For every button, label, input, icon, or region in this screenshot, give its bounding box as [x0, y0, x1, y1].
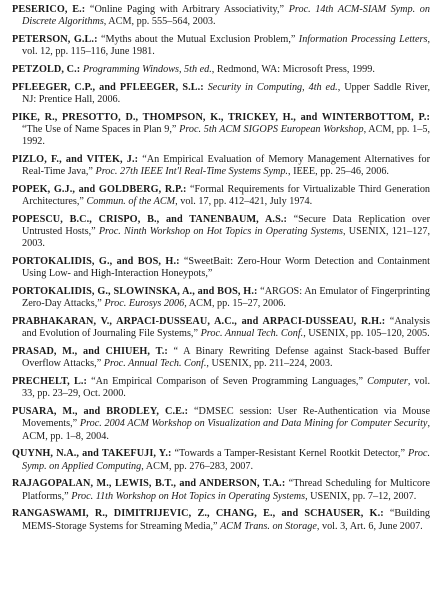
reference-authors: POPESCU, B.C., CRISPO, B., and TANENBAUM, A.S.:: [12, 213, 287, 225]
reference-title: “ A Binary Rewriting Defense against Stack-based Buffer Overflow Attacks,”: [22, 346, 430, 370]
reference-title: “DMSEC session: User Re-Authentication via Mouse Movements,”: [22, 406, 430, 430]
reference-venue: Proc. 27th IEEE Int'l Real-Time Systems Symp.: [95, 166, 288, 178]
reference-authors: PIKE, R., PRESOTTO, D., THOMPSON, K., TRICKEY, H., and WINTERBOTTOM, P.:: [12, 111, 430, 123]
reference-entry: [12, 64, 430, 76]
reference-details: , vol. 3, Art. 6, June 2007.: [316, 520, 423, 532]
reference-venue: Information Processing Letters: [298, 33, 428, 45]
reference-title: “Formal Requirements for Virtualizable Third Generation Architectures,”: [22, 183, 431, 208]
bibliography-page: [12, 4, 430, 538]
reference-title: “An Empirical Comparison of Seven Programming Languages,”: [87, 376, 368, 388]
reference-details: , ACM, pp. 1–5, 1992.: [22, 123, 430, 148]
reference-details: , USENIX, 121–127, 2003.: [22, 226, 430, 250]
reference-details: , USENIX, pp. 7–12, 2007.: [305, 490, 417, 502]
reference-authors: RAJAGOPALAN, M., LEWIS, B.T., and ANDERSON, T.A.:: [12, 478, 286, 490]
reference-entry: [12, 478, 430, 503]
reference-venue: Proc. 2004 ACM Workshop on Visualization and Data Mining for Computer Security: [79, 418, 428, 430]
reference-entry: [12, 184, 430, 209]
reference-authors: PORTOKALIDIS, G., SLOWINSKA, A., and BOS, H.:: [12, 286, 258, 298]
reference-authors: PORTOKALIDIS, G., and BOS, H.:: [12, 256, 180, 268]
reference-venue: Commun. of the ACM: [86, 196, 176, 208]
reference-venue: Proc. Symp. on Applied Computing: [22, 448, 430, 472]
reference-venue: Proc. 5th ACM SIGOPS European Workshop: [179, 123, 364, 135]
reference-details: , vol. 12, pp. 115–116, June 1981.: [22, 33, 431, 58]
reference-authors: POPEK, G.J., and GOLDBERG, R.P.:: [12, 183, 187, 195]
reference-title: “Building MEMS-Storage Systems for Streaming Media,”: [22, 508, 431, 532]
reference-entry: [12, 508, 430, 533]
reference-title: “Analysis and Evolution of Journaling File Systems,”: [22, 316, 430, 340]
reference-title: “Secure Data Replication over Untrusted Hosts,”: [22, 213, 430, 238]
reference-entry: [12, 286, 430, 311]
reference-details: , IEEE, pp. 25–46, 2006.: [287, 166, 389, 178]
reference-authors: QUYNH, N.A., and TAKEFUJI, Y.:: [12, 448, 172, 460]
reference-entry: [12, 4, 430, 29]
reference-entry: [12, 214, 430, 251]
reference-entry: [12, 82, 430, 107]
reference-authors: RANGASWAMI, R., DIMITRIJEVIC, Z., CHANG, E., and SCHAUSER, K.:: [12, 508, 384, 520]
reference-entry: [12, 406, 430, 443]
reference-venue: Proc. Ninth Workshop on Hot Topics in Operating Systems: [98, 226, 343, 238]
reference-details: , Upper Saddle River, NJ: Prentice Hall, 2006.: [22, 81, 430, 105]
reference-venue: Programming Windows, 5th ed.: [82, 63, 212, 75]
reference-details: , vol. 17, pp. 412–421, July 1974.: [175, 196, 313, 208]
reference-venue: Computer: [367, 376, 408, 388]
reference-details: , USENIX, pp. 105–120, 2005.: [303, 328, 430, 340]
reference-authors: PFLEEGER, C.P., and PFLEEGER, S.L.:: [12, 81, 204, 93]
reference-venue: Proc. 14th ACM-SIAM Symp. on Discrete Algorithms: [22, 4, 430, 28]
reference-entry: [12, 34, 430, 59]
reference-venue: Proc. Eurosys 2006: [104, 298, 185, 310]
reference-details: , Redmond, WA: Microsoft Press, 1999.: [211, 63, 375, 75]
reference-entry: [12, 376, 430, 401]
reference-title: “Thread Scheduling for Multicore Platforms,”: [22, 478, 430, 502]
reference-authors: PETZOLD, C.:: [12, 63, 81, 75]
reference-entry: [12, 448, 430, 473]
reference-details: , ACM, pp. 276–283, 2007.: [141, 460, 254, 472]
reference-details: , vol. 33, pp. 23–29, Oct. 2000.: [22, 376, 430, 400]
reference-title: “SweetBait: Zero-Hour Worm Detection and Containment Using Low- and High-Interaction Honeypots,”: [22, 256, 430, 280]
reference-details: , ACM, pp. 555–564, 2003.: [103, 16, 216, 28]
reference-title: “The Use of Name Spaces in Plan 9,”: [22, 123, 180, 135]
reference-authors: PRECHELT, L.:: [12, 376, 87, 388]
reference-title: “Myths about the Mutual Exclusion Problem,”: [97, 33, 299, 45]
reference-authors: PRABHAKARAN, V., ARPACI-DUSSEAU, A.C., and ARPACI-DUSSEAU, R.H.:: [12, 316, 386, 328]
reference-title: “Online Paging with Arbitrary Associativity,”: [85, 4, 289, 15]
reference-venue: Proc. Annual Tech. Conf.: [103, 358, 207, 370]
reference-title: “Towards a Tamper-Resistant Kernel Rootkit Detector,”: [171, 448, 409, 460]
reference-authors: PIZLO, F., and VITEK, J.:: [12, 153, 139, 165]
reference-details: , USENIX, pp. 211–224, 2003.: [206, 358, 333, 370]
reference-details: , ACM, pp. 15–27, 2006.: [184, 298, 286, 310]
reference-title: “An Empirical Evaluation of Memory Management Alternatives for Real-Time Java,”: [22, 153, 430, 178]
reference-details: , ACM, pp. 1–8, 2004.: [22, 418, 430, 442]
reference-authors: PETERSON, G.L.:: [12, 33, 98, 45]
reference-authors: PRASAD, M., and CHIUEH, T.:: [12, 346, 168, 358]
reference-entry: [12, 112, 430, 149]
reference-entry: [12, 256, 430, 281]
reference-venue: ACM Trans. on Storage: [220, 520, 317, 532]
reference-entry: [12, 154, 430, 179]
reference-entry: [12, 316, 430, 341]
reference-authors: PUSARA, M., and BRODLEY, C.E.:: [12, 406, 189, 418]
reference-entry: [12, 346, 430, 371]
reference-venue: Security in Computing, 4th ed.: [207, 81, 338, 93]
reference-title: “ARGOS: An Emulator of Fingerprinting Zero-Day Attacks,”: [22, 286, 430, 310]
reference-venue: Proc. Annual Tech. Conf.: [200, 328, 304, 340]
reference-venue: Proc. 11th Workshop on Hot Topics in Operating Systems: [71, 490, 306, 502]
reference-authors: PESERICO, E.:: [12, 4, 86, 15]
